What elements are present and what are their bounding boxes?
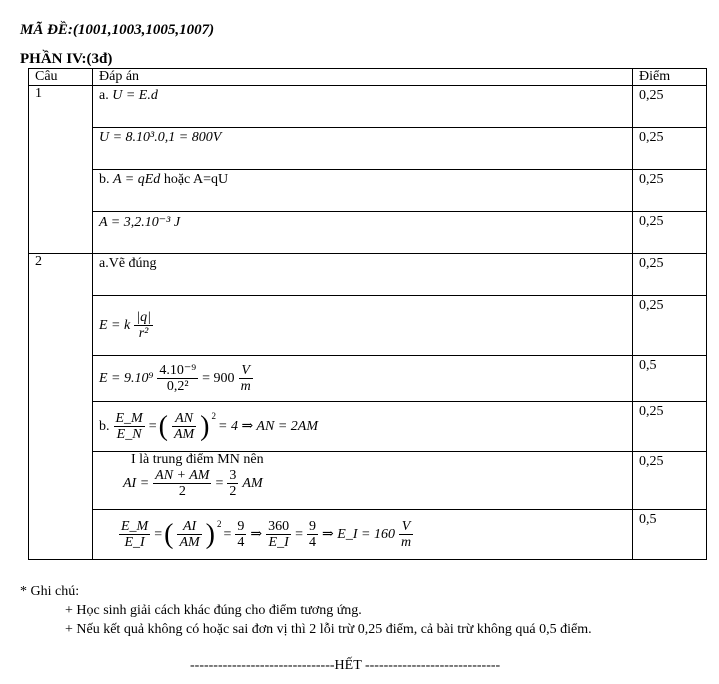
table-row <box>29 356 707 402</box>
answer-cell <box>93 402 633 452</box>
part-title: PHẦN IV:(3đ) <box>20 51 113 67</box>
fraction-denominator: AM <box>179 535 200 550</box>
score-cell: 0,25 <box>633 402 707 452</box>
unit-fraction <box>399 519 413 550</box>
score-cell: 0,25 <box>633 296 707 356</box>
answer-suffix: hoặc A=qU <box>163 172 229 187</box>
power: 2 <box>217 519 222 529</box>
question-1-label: 1 <box>29 86 93 254</box>
fraction <box>153 468 211 499</box>
unit-denominator: m <box>240 379 251 394</box>
fraction <box>134 310 153 341</box>
formula: U = 8.10³.0,1 = 800V <box>99 130 222 145</box>
answer-cell <box>93 212 633 254</box>
fraction <box>177 519 201 550</box>
formula: A = qEd <box>113 172 161 187</box>
fraction <box>266 519 291 550</box>
end-marker: -------------------------------HẾT ----------------------------- <box>190 658 501 673</box>
table-row <box>29 86 707 128</box>
fraction <box>172 411 196 442</box>
fraction-denominator: E_N <box>116 427 142 442</box>
formula-lhs: E = 9.10⁹ <box>99 370 154 386</box>
formula-lhs: AI = <box>123 475 150 491</box>
table-row <box>29 510 707 560</box>
answer-cell <box>93 356 633 402</box>
score-cell: 0,25 <box>633 170 707 212</box>
answer-cell <box>93 254 633 296</box>
answer-cell <box>93 86 633 128</box>
formula: $\frac{E\_M}{E\_I}$ = ( $\frac{AI}{AM}$ ) $^2$ = $\frac{9}{4}$ ⇒ $\frac{360}{E\_I}$ = $\frac{9}{4}$ ⇒ E_I = 160 $\frac{V}{m}$ <box>121 518 412 550</box>
question-2-label: 2 <box>29 254 93 560</box>
implies-arrow: ⇒ <box>250 527 263 542</box>
fraction-denominator: 0,2² <box>166 379 189 394</box>
formula-mid: = 900 <box>202 370 235 386</box>
fraction-numerator: AN <box>172 411 196 427</box>
formula <box>123 468 263 499</box>
fraction-denominator: E_I <box>268 535 289 550</box>
formula: U = E.d <box>112 88 158 103</box>
fraction-numerator: 3 <box>229 468 237 483</box>
header-dap-an: Đáp án <box>93 69 633 86</box>
score-cell: 0,5 <box>633 510 707 560</box>
formula-rest: ⇒ E_I = 160 <box>322 527 395 542</box>
equals-sign: = <box>223 526 232 542</box>
fraction-denominator: AM <box>173 427 195 442</box>
formula-mid: = <box>215 475 224 491</box>
fraction-numerator: 9 <box>237 519 245 534</box>
note-item: + Học sinh giải cách khác đúng cho điểm tương ứng. <box>65 603 362 618</box>
fraction-numerator: AN + AM <box>155 468 210 483</box>
fraction-numerator: E_M <box>121 519 149 534</box>
score-cell: 0,25 <box>633 128 707 170</box>
answer-cell <box>93 296 633 356</box>
formula-rest: = 4 ⇒ AN = 2AM <box>218 419 318 434</box>
fraction-numerator: 9 <box>309 519 317 534</box>
power: 2 <box>211 411 216 421</box>
fraction-numerator: 4.10⁻⁹ <box>159 363 197 378</box>
unit-numerator: V <box>239 363 253 379</box>
formula: A = 3,2.10⁻³ J <box>99 215 181 230</box>
table-row <box>29 402 707 452</box>
formula: b. $\frac{E\_M}{E\_N}$ = ( $\frac{AN}{AM}$ ) $^2$ = 4 ⇒ AN = 2AM <box>99 410 318 442</box>
score-cell: 0,25 <box>633 254 707 296</box>
header-row <box>29 69 707 86</box>
equals-sign: = <box>295 526 304 542</box>
fraction-numerator: 360 <box>268 519 290 534</box>
fraction <box>157 363 198 394</box>
answer-cell <box>93 510 633 560</box>
exam-code: MÃ ĐỀ:(1001,1003,1005,1007) <box>20 22 215 38</box>
fraction-denominator: 4 <box>309 535 317 550</box>
answer-cell <box>93 128 633 170</box>
fraction-denominator: 2 <box>229 484 237 499</box>
answer-table <box>28 68 707 560</box>
fraction <box>114 411 145 442</box>
unit-denominator: m <box>400 535 412 550</box>
fraction-denominator: 4 <box>237 535 245 550</box>
answer-prefix: b. <box>99 172 110 187</box>
answer-prefix: b. <box>99 418 110 434</box>
formula <box>99 310 155 341</box>
fraction-denominator: 2 <box>178 484 186 499</box>
fraction-numerator: |q| <box>136 310 151 325</box>
fraction <box>307 519 318 550</box>
unit-numerator: V <box>399 519 413 535</box>
answer-text: I là trung điểm MN nên <box>131 452 264 467</box>
table-row <box>29 170 707 212</box>
formula <box>99 363 255 394</box>
score-cell: 0,25 <box>633 212 707 254</box>
note-item: + Nếu kết quả không có hoặc sai đơn vị thì 2 lỗi trừ 0,25 điểm, cả bài trừ không quá 0,5 điểm. <box>65 622 592 637</box>
fraction-denominator: r² <box>138 326 149 341</box>
table-row <box>29 212 707 254</box>
header-cau: Câu <box>29 69 93 86</box>
answer-text: a.Vẽ đúng <box>99 256 157 271</box>
score-cell: 0,5 <box>633 356 707 402</box>
header-diem: Điểm <box>633 69 707 86</box>
table-row <box>29 128 707 170</box>
notes-title: * Ghi chú: <box>20 584 80 599</box>
answer-cell <box>93 170 633 212</box>
fraction-numerator: E_M <box>115 411 143 426</box>
answer-cell <box>93 452 633 510</box>
fraction <box>235 519 246 550</box>
table-row <box>29 296 707 356</box>
unit-fraction <box>239 363 253 394</box>
table-row <box>29 452 707 510</box>
fraction-numerator: AI <box>177 519 201 535</box>
score-cell: 0,25 <box>633 452 707 510</box>
answer-prefix: a. <box>99 88 109 103</box>
table-row <box>29 254 707 296</box>
fraction <box>119 519 150 550</box>
fraction <box>227 468 238 499</box>
fraction-denominator: E_I <box>124 535 145 550</box>
formula-lhs: E = k <box>99 317 131 333</box>
formula-rest: AM <box>242 475 263 491</box>
score-cell: 0,25 <box>633 86 707 128</box>
